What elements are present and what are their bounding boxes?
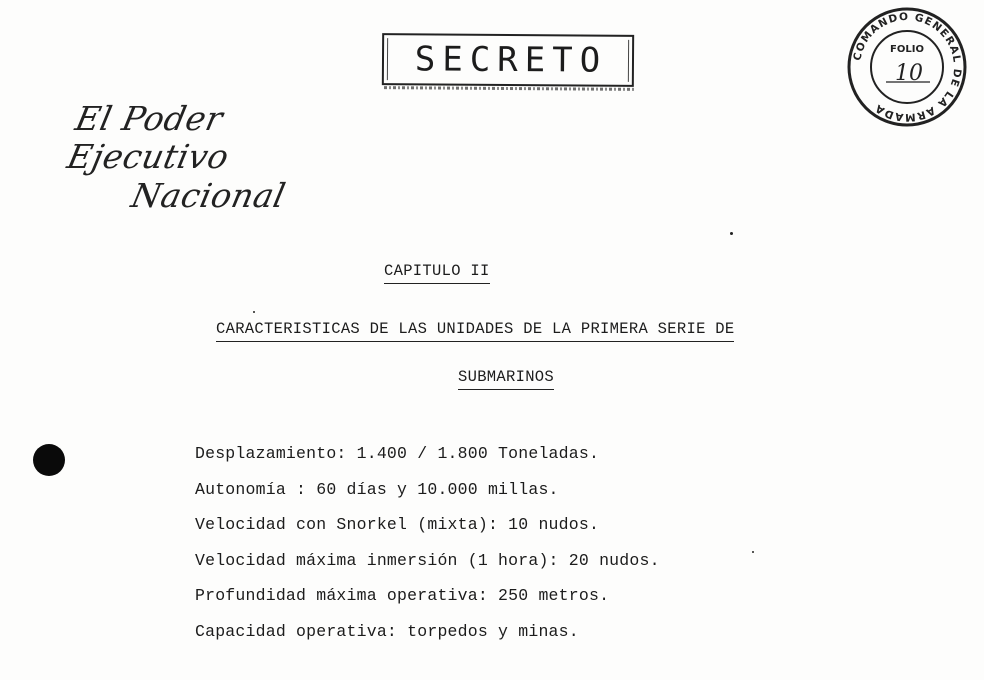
letterhead [63, 99, 362, 216]
spec-item: Autonomía : 60 días y 10.000 millas. [195, 479, 559, 499]
seal-folio-label: FOLIO [890, 44, 924, 55]
chapter-subtitle-line-2: SUBMARINOS [458, 368, 554, 390]
ink-speck [730, 232, 733, 235]
seal-folio-number: 10 [895, 61, 923, 86]
spec-item: Velocidad máxima inmersión (1 hora): 20 nudos. [195, 550, 660, 570]
punch-hole-mark [33, 444, 65, 476]
spec-item: Velocidad con Snorkel (mixta): 10 nudos. [195, 515, 600, 534]
spec-item: Capacidad operativa: torpedos y minas. [195, 621, 579, 641]
ink-speck [253, 311, 255, 313]
folio-seal [846, 6, 968, 128]
ink-speck [752, 551, 754, 553]
secret-classification-stamp [382, 33, 634, 87]
chapter-subtitle-line-1: CARACTERISTICAS DE LAS UNIDADES DE LA PRIMERA SERIE DE [216, 320, 734, 342]
spec-item: Profundidad máxima operativa: 250 metros. [195, 586, 610, 605]
spec-item: Desplazamiento: 1.400 / 1.800 Toneladas. [195, 444, 600, 463]
letterhead-line-2: Nacional [127, 176, 290, 215]
stamp-label: SECRETO [414, 39, 608, 81]
letterhead-line-1: El Poder Ejecutivo [63, 99, 233, 176]
seal-ring-text: COMANDO GENERAL DE LA ARMADA [851, 10, 964, 124]
specifications-list [195, 436, 660, 649]
chapter-title: CAPITULO II [384, 262, 490, 284]
